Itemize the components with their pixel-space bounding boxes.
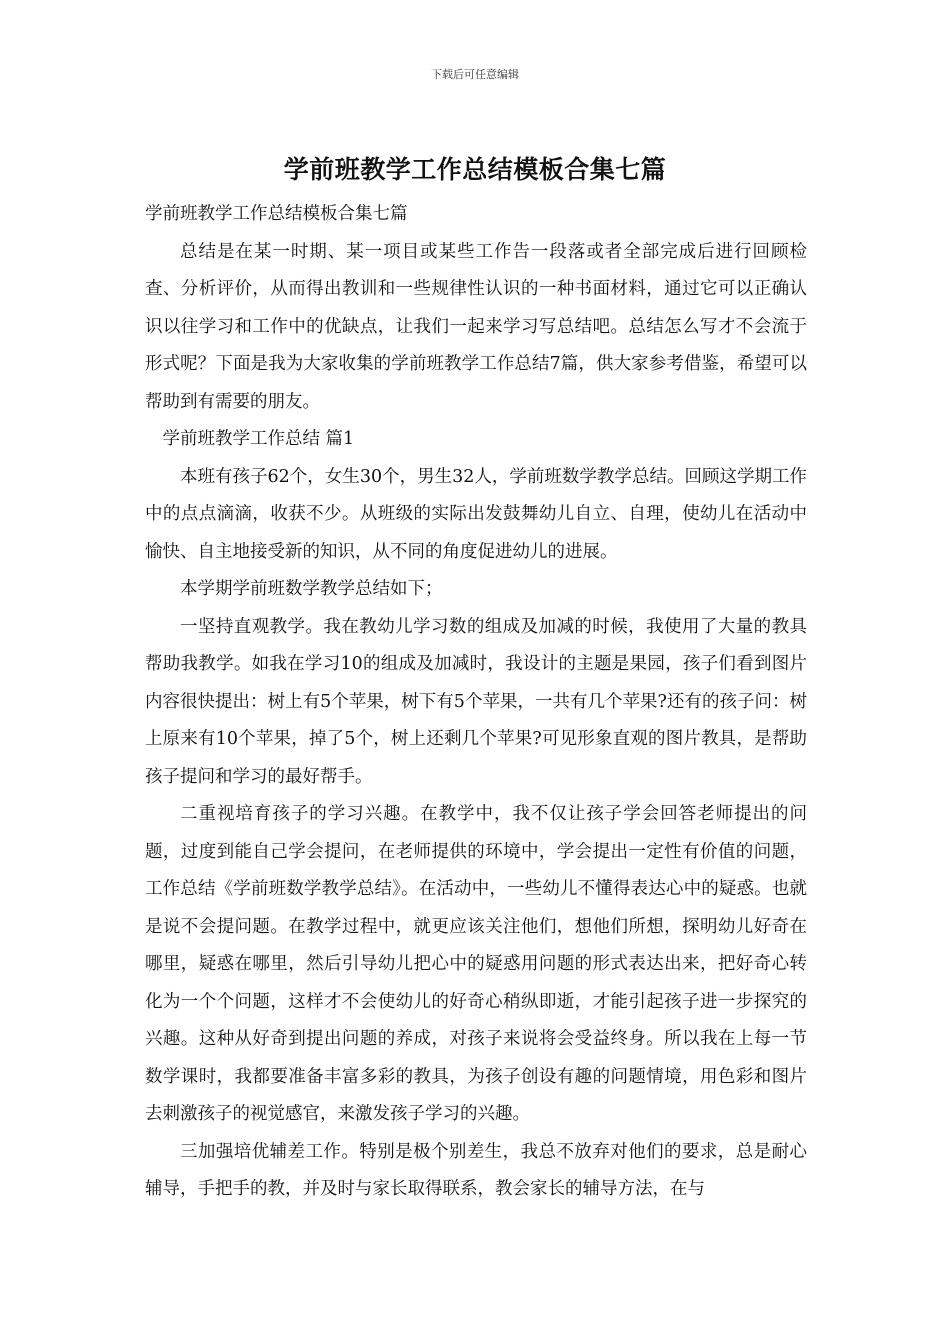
section-heading: 学前班教学工作总结 篇1 [162,429,355,449]
body-paragraph: 三加强培优辅差工作。特别是极个别差生，我总不放弃对他们的要求，总是耐心辅导，手把手的教，并及时与家长取得联系，教会家长的辅导方法，在与 [145,1141,807,1199]
subtitle-paragraph: 学前班教学工作总结模板合集七篇 [145,204,408,224]
document-body [145,196,807,1209]
body-paragraph: 本学期学前班数学教学总结如下； [180,579,443,599]
intro-paragraph: 总结是在某一时期、某一项目或某些工作告一段落或者全部完成后进行回顾检查、分析评价，从而得出教训和一些规律性认识的一种书面材料，通过它可以正确认识以往学习和工作中的优缺点，让我们一起来学习写总结吧。总结怎么写才不会流于形式呢？下面是我为大家收集的学前班教学工作总结7篇，供大家参考借鉴，希望可以帮助到有需要的朋友。 [145,241,807,412]
body-paragraph: 一坚持直观教学。我在教幼儿学习数的组成及加减的时候，我使用了大量的教具帮助我教学。如我在学习10的组成及加减时，我设计的主题是果园，孩子们看到图片内容很快提出：树上有5个苹果，树下有5个苹果，一共有几个苹果?还有的孩子问：树上原来有10个苹果，掉了5个，树上还剩几个苹果?可见形象直观的图片教具，是帮助孩子提问和学习的最好帮手。 [145,616,807,787]
document-title: 学前班教学工作总结模板合集七篇 [283,155,667,184]
header-note: 下载后可任意编辑 [431,68,519,81]
body-paragraph: 本班有孩子62个，女生30个，男生32人，学前班数学教学总结。回顾这学期工作中的点点滴滴，收获不少。从班级的实际出发鼓舞幼儿自立、自理，使幼儿在活动中愉快、自主地接受新的知识，从不同的角度促进幼儿的进展。 [145,466,807,562]
body-paragraph: 二重视培育孩子的学习兴趣。在教学中，我不仅让孩子学会回答老师提出的问题，过度到能自己学会提问，在老师提供的环境中，学会提出一定性有价值的问题，工作总结《学前班数学教学总结》。在活动中，一些幼儿不懂得表达心中的疑惑。也就是说不会提问题。在教学过程中，就更应该关注他们，想他们所想，探明幼儿好奇在哪里，疑惑在哪里，然后引导幼儿把心中的疑惑用问题的形式表达出来，把好奇心转化为一个个问题，这样才不会使幼儿的好奇心稍纵即逝，才能引起孩子进一步探究的兴趣。这种从好奇到提出问题的养成，对孩子来说将会受益终身。所以我在上每一节数学课时，我都要准备丰富多彩的教具，为孩子创设有趣的问题情境，用色彩和图片去刺激孩子的视觉感官，来激发孩子学习的兴趣。 [145,804,807,1124]
